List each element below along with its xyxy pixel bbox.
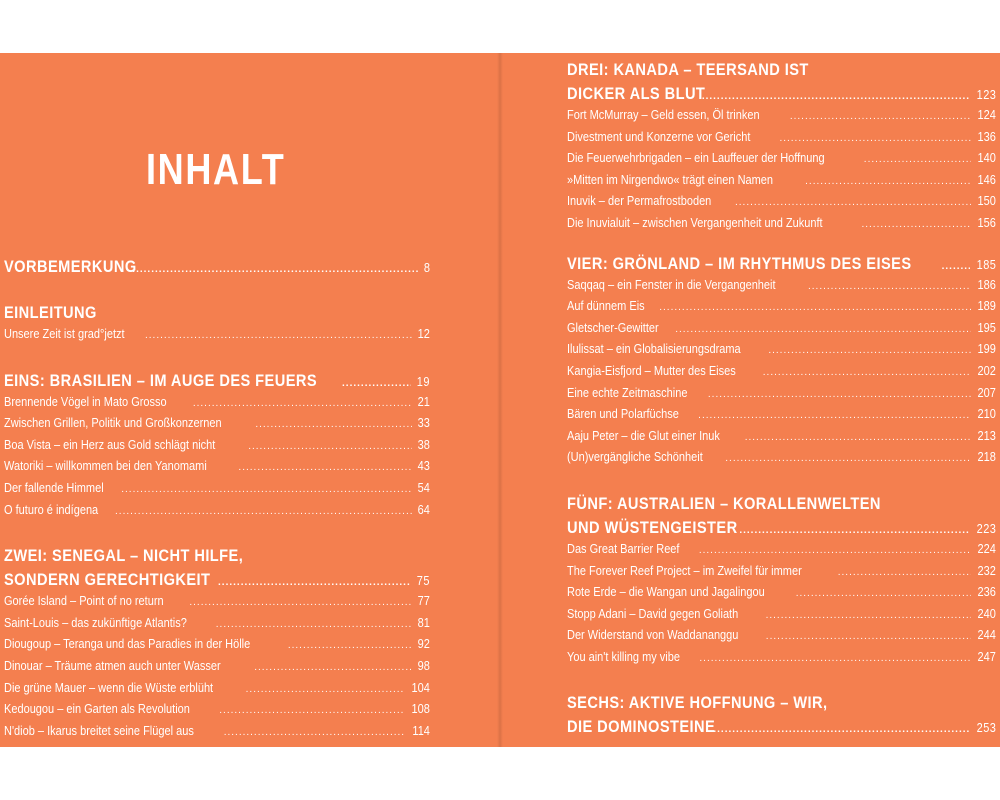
toc-entry bbox=[4, 438, 430, 460]
toc-entry bbox=[4, 702, 430, 724]
dot-leader bbox=[725, 454, 971, 464]
toc-entries-einleitung bbox=[4, 327, 430, 349]
dot-leader bbox=[713, 725, 969, 735]
dot-leader bbox=[796, 589, 971, 599]
entry-title: Boa Vista – ein Herz aus Gold schlägt nicht bbox=[4, 437, 216, 452]
toc-entry bbox=[4, 681, 430, 703]
entry-title: Inuvik – der Permafrostboden bbox=[567, 194, 712, 209]
page-number: 223 bbox=[976, 521, 996, 536]
entry-title: Die grüne Mauer – wenn die Wüste erblüht bbox=[4, 680, 214, 695]
toc-entry bbox=[567, 585, 996, 607]
toc-entry bbox=[567, 564, 996, 586]
toc-entry bbox=[567, 364, 996, 386]
dot-leader bbox=[248, 442, 412, 452]
toc-entries-drei bbox=[567, 108, 996, 238]
dot-leader bbox=[246, 685, 406, 695]
page-number: 21 bbox=[417, 394, 430, 409]
toc-entries-zwei bbox=[4, 594, 430, 745]
dot-leader bbox=[779, 134, 971, 144]
entry-title: Der fallende Himmel bbox=[4, 480, 104, 495]
toc-entry bbox=[567, 628, 996, 650]
toc-entry bbox=[4, 327, 430, 349]
entry-title: Die Feuerwehrbrigaden – ein Lauffeuer der Hoffnung bbox=[567, 151, 825, 166]
toc-entry bbox=[567, 650, 996, 672]
dot-leader bbox=[699, 654, 971, 664]
book-spread bbox=[0, 53, 1000, 747]
page-number: 244 bbox=[977, 628, 996, 643]
page-number: 64 bbox=[417, 502, 430, 517]
page-number: 240 bbox=[977, 606, 996, 621]
dot-leader bbox=[763, 368, 971, 378]
page-number: 92 bbox=[417, 637, 430, 652]
entry-title: Fort McMurray – Geld essen, Öl trinken bbox=[567, 108, 760, 122]
page-number: 54 bbox=[417, 480, 430, 495]
dot-leader bbox=[805, 177, 971, 187]
dot-leader bbox=[342, 379, 411, 389]
page-number: 232 bbox=[977, 563, 996, 578]
dot-leader bbox=[218, 578, 411, 588]
entry-title: Gorée Island – Point of no return bbox=[4, 594, 164, 609]
entry-title: Der Widerstand von Waddananggu bbox=[567, 628, 739, 643]
dot-leader bbox=[216, 620, 412, 630]
toc-entry bbox=[4, 459, 430, 481]
toc-entry bbox=[567, 130, 996, 152]
page-number: 202 bbox=[977, 363, 996, 378]
entry-title: Divestment und Konzerne vor Gericht bbox=[567, 129, 751, 144]
chapter-title: DREI: KANADA – TEERSAND IST bbox=[567, 60, 809, 79]
dot-leader bbox=[255, 420, 412, 430]
toc-entries-eins bbox=[4, 395, 430, 525]
toc-entry bbox=[567, 386, 996, 408]
entry-title: Rote Erde – die Wangan und Jagalingou bbox=[567, 585, 765, 600]
toc-entry bbox=[4, 481, 430, 503]
entry-title: Aaju Peter – die Glut einer Inuk bbox=[567, 428, 720, 443]
toc-chapter-drei-line1 bbox=[567, 60, 996, 84]
entry-title: Zwischen Grillen, Politik und Großkonzernen bbox=[4, 416, 222, 431]
toc-chapter-vorbemerkung bbox=[4, 257, 430, 281]
toc-entry bbox=[567, 407, 996, 429]
page-number: 224 bbox=[977, 541, 996, 556]
dot-leader bbox=[121, 485, 412, 495]
dot-leader bbox=[735, 198, 971, 208]
page-number: 199 bbox=[977, 342, 996, 357]
entry-title: Saqqaq – ein Fenster in die Vergangenheit bbox=[567, 277, 776, 292]
toc-entry bbox=[4, 724, 430, 746]
entry-title: Stopp Adani – David gegen Goliath bbox=[567, 606, 739, 621]
dot-leader bbox=[942, 262, 970, 272]
dot-leader bbox=[145, 331, 412, 341]
entry-title: Diougoup – Teranga und das Paradies in der Hölle bbox=[4, 637, 251, 652]
toc-entry bbox=[567, 429, 996, 451]
entry-title: N'diob – Ikarus breitet seine Flügel aus bbox=[4, 723, 194, 738]
dot-leader bbox=[115, 507, 412, 517]
page-number: 19 bbox=[416, 374, 430, 389]
toc-chapter-zwei bbox=[4, 570, 430, 594]
toc-entry bbox=[4, 503, 430, 525]
dot-leader bbox=[864, 155, 971, 165]
page-number: 38 bbox=[417, 437, 430, 452]
dot-leader bbox=[238, 463, 412, 473]
dot-leader bbox=[189, 598, 412, 608]
entry-title: Eine echte Zeitmaschine bbox=[567, 385, 688, 400]
toc-entries-vier bbox=[567, 278, 996, 472]
dot-leader bbox=[708, 390, 971, 400]
chapter-title: EINLEITUNG bbox=[4, 303, 97, 322]
entry-title: Die Inuvialuit – zwischen Vergangenheit und Zukunft bbox=[567, 215, 823, 230]
page-number: 186 bbox=[977, 277, 996, 292]
page-number: 185 bbox=[976, 257, 996, 272]
dot-leader bbox=[698, 411, 971, 421]
page-number: 195 bbox=[977, 320, 996, 335]
entry-title: Gletscher-Gewitter bbox=[567, 320, 659, 335]
toc-right-column bbox=[567, 60, 996, 741]
page-number: 77 bbox=[417, 594, 430, 609]
page-number: 81 bbox=[417, 615, 430, 630]
page-number: 124 bbox=[977, 108, 996, 122]
entry-title: O futuro é indígena bbox=[4, 502, 99, 517]
entry-title: You ain't killing my vibe bbox=[567, 649, 680, 664]
toc-chapter-fuenf-line1 bbox=[567, 494, 996, 518]
toc-entry bbox=[4, 416, 430, 438]
dot-leader bbox=[861, 220, 971, 230]
toc-entries-fuenf bbox=[567, 542, 996, 672]
page-number: 150 bbox=[977, 194, 996, 209]
page-number: 146 bbox=[977, 172, 996, 187]
dot-leader bbox=[675, 325, 971, 335]
page-number: 104 bbox=[411, 680, 430, 695]
dot-leader bbox=[132, 265, 418, 275]
entry-title: Brennende Vögel in Mato Grosso bbox=[4, 394, 167, 409]
toc-entry bbox=[567, 299, 996, 321]
chapter-title: ZWEI: SENEGAL – NICHT HILFE, bbox=[4, 546, 244, 566]
page-number: 43 bbox=[417, 459, 430, 474]
page-number: 247 bbox=[977, 649, 996, 664]
page-number: 236 bbox=[977, 585, 996, 600]
toc-entry bbox=[567, 542, 996, 564]
chapter-title: DIE DOMINOSTEINE bbox=[567, 717, 716, 737]
chapter-title: EINS: BRASILIEN – IM AUGE DES FEUERS bbox=[4, 370, 318, 390]
toc-entry bbox=[567, 342, 996, 364]
dot-leader bbox=[659, 303, 971, 313]
page-number: 218 bbox=[977, 450, 996, 465]
toc-chapter-sechs-line1 bbox=[567, 693, 996, 717]
page-number: 189 bbox=[977, 299, 996, 314]
toc-entry bbox=[4, 637, 430, 659]
page-number: 33 bbox=[417, 416, 430, 431]
entry-title: Watoriki – willkommen bei den Yanomami bbox=[4, 459, 207, 474]
entry-title: Kangia-Eisfjord – Mutter des Eises bbox=[567, 363, 736, 378]
dot-leader bbox=[288, 641, 412, 651]
toc-entry bbox=[567, 216, 996, 238]
page-number: 156 bbox=[977, 215, 996, 230]
dot-leader bbox=[838, 568, 971, 578]
chapter-title: SECHS: AKTIVE HOFFNUNG – WIR, bbox=[567, 693, 828, 713]
dot-leader bbox=[745, 433, 971, 443]
toc-left-column bbox=[4, 257, 430, 745]
chapter-title: FÜNF: AUSTRALIEN – KORALLENWELTEN bbox=[567, 493, 881, 513]
toc-chapter-drei bbox=[567, 84, 996, 108]
entry-title: »Mitten im Nirgendwo« trägt einen Namen bbox=[567, 172, 774, 187]
toc-entry bbox=[4, 616, 430, 638]
page-number: 136 bbox=[977, 129, 996, 144]
toc-entry bbox=[567, 194, 996, 216]
chapter-title: UND WÜSTENGEISTER bbox=[567, 517, 738, 537]
book-gutter bbox=[497, 53, 503, 747]
entry-title: Unsere Zeit ist grad°jetzt bbox=[4, 327, 125, 341]
toc-chapter-eins bbox=[4, 371, 430, 395]
toc-chapter-einleitung bbox=[4, 303, 430, 327]
dot-leader bbox=[702, 92, 970, 102]
entry-title: (Un)vergängliche Schönheit bbox=[567, 450, 703, 465]
entry-title: Das Great Barrier Reef bbox=[567, 541, 680, 556]
toc-entry bbox=[567, 173, 996, 195]
entry-title: Dinouar – Träume atmen auch unter Wasser bbox=[4, 658, 221, 673]
page-number: 210 bbox=[977, 407, 996, 422]
page-number: 114 bbox=[412, 723, 430, 738]
dot-leader bbox=[766, 632, 971, 642]
toc-entry bbox=[567, 450, 996, 472]
chapter-title: VIER: GRÖNLAND – IM RHYTHMUS DES EISES bbox=[567, 253, 912, 273]
toc-entry bbox=[567, 278, 996, 300]
page-number: 207 bbox=[977, 385, 996, 400]
toc-entry bbox=[567, 321, 996, 343]
toc-entry bbox=[567, 108, 996, 130]
dot-leader bbox=[224, 728, 406, 738]
dot-leader bbox=[699, 546, 971, 556]
entry-title: Ilulissat – ein Globalisierungsdrama bbox=[567, 342, 741, 357]
entry-title: Bären und Polarfüchse bbox=[567, 407, 679, 422]
page-number: 140 bbox=[977, 151, 996, 166]
page-number: 75 bbox=[416, 574, 430, 589]
entry-title: Auf dünnem Eis bbox=[567, 299, 645, 314]
page-number: 253 bbox=[976, 721, 996, 736]
page-number: 123 bbox=[976, 88, 996, 102]
entry-title: The Forever Reef Project – im Zweifel für immer bbox=[567, 563, 802, 578]
page-number: 12 bbox=[417, 327, 430, 341]
toc-entry bbox=[567, 151, 996, 173]
dot-leader bbox=[766, 611, 972, 621]
toc-chapter-fuenf bbox=[567, 518, 996, 542]
page-title: INHALT bbox=[146, 145, 286, 194]
toc-chapter-sechs bbox=[567, 717, 996, 741]
toc-entry bbox=[4, 659, 430, 681]
dot-leader bbox=[790, 112, 971, 122]
toc-entry bbox=[4, 594, 430, 616]
toc-entry bbox=[4, 395, 430, 417]
dot-leader bbox=[193, 399, 412, 409]
page-number: 108 bbox=[411, 702, 430, 717]
page-number: 213 bbox=[977, 428, 996, 443]
dot-leader bbox=[739, 526, 969, 536]
dot-leader bbox=[219, 706, 405, 716]
toc-chapter-vier bbox=[567, 254, 996, 278]
entry-title: Kedougou – ein Garten als Revolution bbox=[4, 702, 190, 717]
page-number: 8 bbox=[423, 261, 430, 275]
dot-leader bbox=[254, 663, 412, 673]
dot-leader bbox=[808, 282, 971, 292]
chapter-title: DICKER ALS BLUT bbox=[567, 84, 706, 103]
dot-leader bbox=[768, 346, 971, 356]
chapter-title: VORBEMERKUNG bbox=[4, 257, 137, 276]
chapter-title: SONDERN GERECHTIGKEIT bbox=[4, 570, 211, 590]
entry-title: Saint-Louis – das zukünftige Atlantis? bbox=[4, 615, 187, 630]
toc-chapter-zwei-line1 bbox=[4, 546, 430, 570]
page-number: 98 bbox=[417, 658, 430, 673]
toc-entry bbox=[567, 607, 996, 629]
